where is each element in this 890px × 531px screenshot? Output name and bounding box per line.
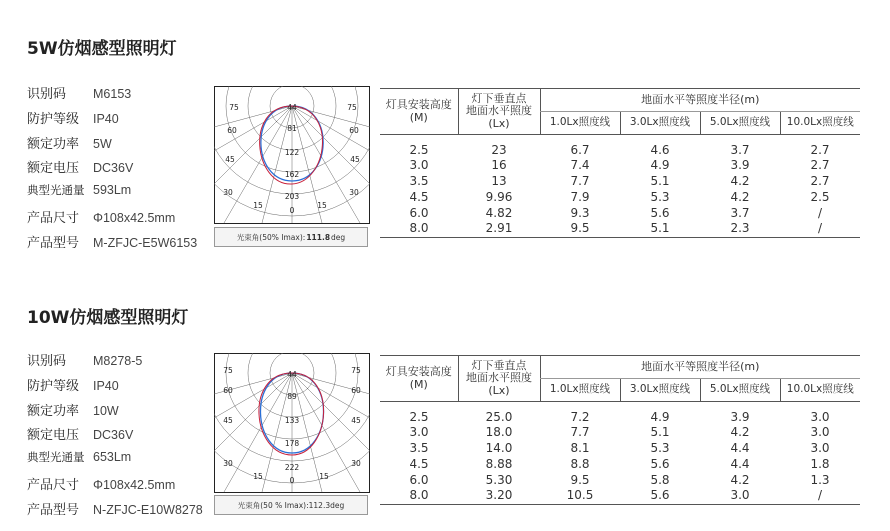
angle-label: 75 [347,103,357,112]
angle-label: 30 [223,459,233,468]
cell: 9.5 [540,221,620,237]
spec-row [27,375,217,400]
spec-label: 产品尺寸 [27,477,80,493]
cell: 16 [491,158,507,173]
cell: 5.6 [620,488,700,504]
cell: 3.20 [458,488,540,504]
cell: 3.0 [810,425,830,440]
cell: 7.9 [570,189,590,204]
cell: 4.2 [730,472,750,487]
header-height: 灯具安装高度 (M) [380,356,458,402]
cell: 3.0 [409,425,429,440]
cell: 5.1 [650,174,670,189]
spec-label: 产品型号 [27,235,80,251]
spec-label: 防护等级 [27,111,80,127]
cell: 4.4 [730,441,750,456]
header-radius-group: 地面水平等照度半径(m) [540,356,860,379]
cell: 4.5 [409,189,429,204]
spec-value: M8278-5 [93,354,143,368]
table-row [380,457,860,473]
angle-label: 0 [289,476,295,485]
spec-row [27,232,217,257]
table-row [380,206,860,222]
cell: 4.6 [650,142,670,157]
subheader: 1.0Lx照度线 [540,112,620,135]
beam-angle-caption [214,227,368,247]
spec-value: DC36V [93,428,134,443]
spec-label: 防护等级 [27,378,80,394]
spec-row [27,449,217,474]
cell: 5.3 [650,441,670,456]
beam-prefix: 光束角(50% Imax): [236,232,306,242]
cell: 2.7 [810,158,830,173]
cell: 8.88 [485,456,513,471]
table-row [380,488,860,504]
polar-light-distribution-diagram [214,353,370,493]
spec-list-5w [27,83,217,257]
cell: 9.96 [485,189,513,204]
angle-label: 75 [351,366,361,375]
spec-value: M-ZFJC-E5W6153 [93,235,198,250]
cell: 7.7 [570,174,590,189]
spec-row [27,157,217,182]
beam-prefix: 光束角(50 % Imax): [237,500,309,510]
ring-label: 44 [287,370,297,379]
ring-label: 44 [287,103,297,112]
cell: 2.7 [810,142,830,157]
table-row [380,190,860,206]
ring-label: 81 [287,124,297,133]
subheader: 3.0Lx照度线 [620,112,700,135]
cell: 8.0 [380,488,458,504]
subheader: 5.0Lx照度线 [700,379,780,402]
cell: 6.0 [409,205,429,220]
ring-label: 162 [284,170,300,179]
cell: 7.7 [570,425,590,440]
spec-value: 593Lm [93,183,132,198]
cell: 25.0 [485,409,513,424]
spec-value: N-ZFJC-E10W8278 [93,502,203,517]
cell: / [780,221,860,237]
beam-unit: deg [331,232,346,242]
cell: 1.3 [810,472,830,487]
cell: 3.0 [810,409,830,424]
angle-label: 45 [223,416,233,425]
cell: 5.1 [620,221,700,237]
polar-light-distribution-diagram [214,86,370,224]
spec-label: 额定功率 [27,136,80,152]
spec-row [27,133,217,158]
product-title-5w: 5W仿烟感型照明灯 [27,39,177,59]
cell: 23 [491,142,507,157]
ring-label: 178 [284,439,300,448]
cell: 4.2 [730,174,750,189]
ring-label: 122 [284,148,300,157]
cell: 5.6 [650,456,670,471]
spec-label: 额定电压 [27,161,80,177]
angle-label: 60 [227,126,237,135]
angle-label: 45 [225,155,235,164]
spec-row [27,474,217,499]
spec-value: Φ108x42.5mm [93,210,176,225]
cell: 3.0 [810,441,830,456]
angle-label: 60 [351,386,361,395]
spec-value: Φ108x42.5mm [93,477,176,492]
spec-value: IP40 [93,111,119,126]
cell: 4.5 [409,456,429,471]
cell: 2.5 [409,409,429,424]
cell: 14.0 [485,441,513,456]
subheader: 1.0Lx照度线 [540,379,620,402]
angle-label: 15 [319,472,329,481]
angle-label: 30 [351,459,361,468]
table-row [380,221,860,237]
table-row [380,174,860,190]
spec-value: M6153 [93,87,132,101]
cell: 1.8 [810,456,830,471]
cell: 3.0 [700,488,780,504]
angle-label: 15 [253,472,263,481]
angle-label: 15 [253,201,263,210]
angle-label: 30 [349,188,359,197]
subheader: 3.0Lx照度线 [620,379,700,402]
cell: 8.8 [570,456,590,471]
cell: 4.2 [730,425,750,440]
header-center-illuminance: 灯下垂直点 地面水平照度 (Lx) [458,89,540,135]
spec-value: 5W [93,136,112,151]
spec-row [27,83,217,108]
cell: 8.0 [380,221,458,237]
cell: 4.9 [650,409,670,424]
cell: 4.9 [650,158,670,173]
cell: 4.82 [485,205,513,220]
cell: 6.7 [570,142,590,157]
angle-label: 45 [351,416,361,425]
spec-label: 识别码 [27,87,67,102]
cell: 9.3 [570,205,590,220]
ring-label: 222 [284,463,300,472]
angle-label: 75 [223,366,233,375]
spec-row [27,182,217,207]
angle-label: 30 [223,188,233,197]
cell: 2.91 [458,221,540,237]
table-row [380,425,860,441]
cell: 13 [491,174,507,189]
cell: 3.5 [409,174,429,189]
cell: 2.5 [409,142,429,157]
angle-label: 60 [349,126,359,135]
cell: 5.6 [650,205,670,220]
cell: 9.5 [570,472,590,487]
spec-label: 产品型号 [27,502,80,518]
spec-row [27,424,217,449]
spec-label: 产品尺寸 [27,210,80,226]
table-row [380,410,860,426]
ring-label: 89 [287,392,297,401]
spec-row [27,207,217,232]
cell: 4.4 [730,456,750,471]
cell: 6.0 [409,472,429,487]
cell: 3.0 [409,158,429,173]
beam-value: 112.3 [308,500,331,510]
spec-label: 额定功率 [27,403,80,419]
spec-row [27,400,217,425]
illuminance-table-5w [380,88,860,238]
subheader: 5.0Lx照度线 [700,112,780,135]
spec-list-10w [27,350,217,524]
spec-label: 典型光通量 [27,450,85,465]
spec-row [27,350,217,375]
cell: 2.3 [700,221,780,237]
beam-unit: deg [330,500,345,510]
angle-label: 75 [229,103,239,112]
spec-value: 10W [93,403,119,418]
spec-label: 识别码 [27,354,67,369]
cell: 5.30 [485,472,513,487]
illuminance-table-10w [380,355,860,505]
cell: 3.7 [730,142,750,157]
cell: 10.5 [540,488,620,504]
ring-label: 203 [284,192,300,201]
subheader: 10.0Lx照度线 [780,112,860,135]
cell: 3.9 [730,409,750,424]
cell: 5.3 [650,189,670,204]
cell: 2.5 [810,189,830,204]
cell: 3.7 [730,205,750,220]
angle-label: 0 [289,206,295,215]
beam-angle-caption [214,495,368,515]
angle-label: 15 [317,201,327,210]
product-title-10w: 10W仿烟感型照明灯 [27,308,189,328]
ring-label: 133 [284,416,300,425]
cell: 4.2 [730,189,750,204]
table-row [380,441,860,457]
cell: 8.1 [570,441,590,456]
subheader: 10.0Lx照度线 [780,379,860,402]
spec-value: 653Lm [93,450,132,465]
spec-label: 额定电压 [27,428,80,444]
beam-value: 111.8 [306,232,331,242]
table-row [380,473,860,489]
cell: 18.0 [485,425,513,440]
table-row [380,143,860,159]
cell: 5.8 [650,472,670,487]
spec-row [27,108,217,133]
spec-row [27,499,217,524]
cell: / [780,488,860,504]
cell: / [817,205,823,220]
header-height: 灯具安装高度 (M) [380,89,458,135]
cell: 7.4 [570,158,590,173]
cell: 3.5 [409,441,429,456]
cell: 7.2 [570,409,590,424]
spec-label: 典型光通量 [27,183,85,198]
spec-value: IP40 [93,378,119,393]
cell: 3.9 [730,158,750,173]
header-center-illuminance: 灯下垂直点 地面水平照度 (Lx) [458,356,540,402]
cell: 5.1 [650,425,670,440]
table-row [380,158,860,174]
cell: 2.7 [810,174,830,189]
angle-label: 45 [350,155,360,164]
spec-value: DC36V [93,161,134,176]
angle-label: 60 [223,386,233,395]
header-radius-group: 地面水平等照度半径(m) [540,89,860,112]
